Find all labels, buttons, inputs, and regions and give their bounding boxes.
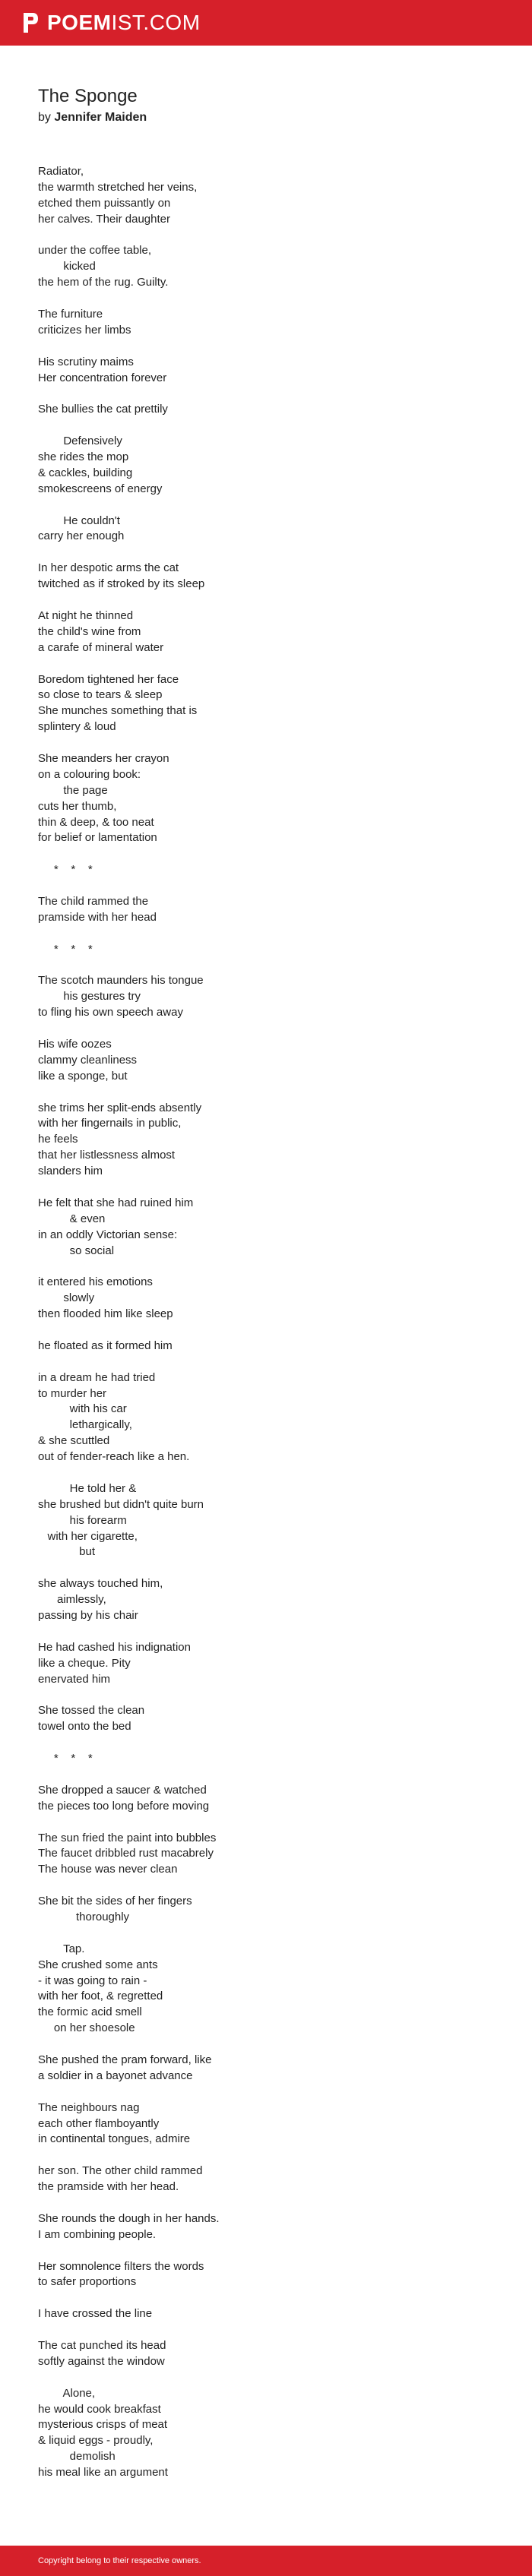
logo-wordmark xyxy=(47,11,201,35)
poem-title: The Sponge xyxy=(38,86,138,106)
poem-line: to fling his own speech away xyxy=(38,1006,183,1019)
poem-line: then flooded him like sleep xyxy=(38,1307,173,1321)
poem-line xyxy=(38,926,494,942)
poem-line: She rounds the dough in her hands. xyxy=(38,2211,220,2225)
poem-line: The furniture xyxy=(38,308,103,321)
poem-line: he feels xyxy=(38,1133,78,1146)
poem-line xyxy=(38,2370,494,2386)
logo-text-light: IST.COM xyxy=(111,11,201,34)
poem-line xyxy=(38,593,494,608)
author-name[interactable]: Jennifer Maiden xyxy=(54,111,147,124)
poem-line xyxy=(38,1465,494,1481)
poem-line: Defensively xyxy=(38,435,122,448)
poem-line: The house was never clean xyxy=(38,1863,178,1876)
poem-line: twitched as if stroked by its sleep xyxy=(38,577,205,591)
poem-line: the formic acid smell xyxy=(38,2005,142,2019)
poem-line: He had cashed his indignation xyxy=(38,1640,191,1654)
poem-line: her son. The other child rammed xyxy=(38,2164,203,2178)
poem-line xyxy=(38,878,494,894)
poem-line xyxy=(38,1815,494,1831)
poem-line: Tap. xyxy=(38,1942,85,1955)
poem-line xyxy=(38,498,494,514)
logo-text-bold: POEM xyxy=(47,11,112,34)
poem-line: he floated as it formed him xyxy=(38,1339,173,1352)
poem-line: in a dream he had tried xyxy=(38,1370,156,1384)
poem-line xyxy=(38,1560,494,1576)
poem-line xyxy=(38,2148,494,2164)
poem-line xyxy=(38,2085,494,2100)
poem-line: etched them puissantly on xyxy=(38,196,171,210)
poem-line: He couldn't xyxy=(38,514,120,527)
poem-line: splintery & loud xyxy=(38,720,116,734)
poem-line xyxy=(38,1878,494,1894)
poem-line: with her fingernails in public, xyxy=(38,1117,182,1130)
poem-line xyxy=(38,1624,494,1640)
poem-line: & she scuttled xyxy=(38,1434,110,1448)
poem-line: clammy cleanliness xyxy=(38,1053,138,1067)
poem-line: Boredom tightened her face xyxy=(38,672,179,686)
poem-line: to safer proportions xyxy=(38,2275,137,2289)
poem-line xyxy=(38,2037,494,2053)
poem-line: * * * xyxy=(38,863,93,877)
poem-line: carry her enough xyxy=(38,529,125,543)
poem-line xyxy=(38,2243,494,2259)
poem-line xyxy=(38,2290,494,2306)
poem-line: lethargically, xyxy=(38,1418,132,1432)
poem-line: He told her & xyxy=(38,1481,137,1495)
poem-line xyxy=(38,958,494,974)
poem-line: she brushed but didn't quite burn xyxy=(38,1497,204,1511)
poem-line: He felt that she had ruined him xyxy=(38,1196,194,1209)
poem-line: for belief or lamentation xyxy=(38,831,157,845)
poem-line: pramside with her head xyxy=(38,910,157,924)
site-header xyxy=(0,0,532,46)
poem-line: slanders him xyxy=(38,1165,103,1178)
poem-line xyxy=(38,1259,494,1275)
poem-line: - it was going to rain - xyxy=(38,1974,147,1987)
poem-line: his forearm xyxy=(38,1513,127,1527)
poem-line: with her foot, & regretted xyxy=(38,1990,163,2003)
poem-line: the pramside with her head. xyxy=(38,2180,179,2194)
poem-line: a carafe of mineral water xyxy=(38,640,164,654)
poem-line: in continental tongues, admire xyxy=(38,2132,191,2146)
poem-line: cuts her thumb, xyxy=(38,799,117,813)
poem-line: In her despotic arms the cat xyxy=(38,561,179,575)
poem-line: towel onto the bed xyxy=(38,1720,131,1734)
poem-line: The child rammed the xyxy=(38,894,149,908)
poem-line xyxy=(38,1688,494,1704)
poem-line: kicked xyxy=(38,260,96,273)
poem-line: & liquid eggs - proudly, xyxy=(38,2434,154,2448)
poem-line: demolish xyxy=(38,2450,116,2464)
poem-line xyxy=(38,1354,494,1370)
poem-line: & even xyxy=(38,1212,106,1225)
poem-line: like a cheque. Pity xyxy=(38,1656,131,1670)
poem-line: Radiator, xyxy=(38,165,84,178)
poem-line: I have crossed the line xyxy=(38,2307,153,2321)
poem-line: her calves. Their daughter xyxy=(38,212,170,226)
poem-line: The scotch maunders his tongue xyxy=(38,974,204,988)
poem-line: on a colouring book: xyxy=(38,767,141,781)
poem-line xyxy=(38,656,494,672)
poem-line: & cackles, building xyxy=(38,466,133,479)
poem-line: The neighbours nag xyxy=(38,2100,140,2114)
poem-line: but xyxy=(38,1545,96,1559)
poem-line: in an oddly Victorian sense: xyxy=(38,1228,178,1241)
poem-line xyxy=(38,1735,494,1751)
poem-line: each other flamboyantly xyxy=(38,2116,160,2130)
poem-line: out of fender-reach like a hen. xyxy=(38,1450,190,1464)
poem-line: Alone, xyxy=(38,2386,96,2400)
poem-line: the child's wine from xyxy=(38,624,141,638)
poem-line: His scrutiny maims xyxy=(38,355,134,368)
poem-line xyxy=(38,735,494,751)
poem-line: a soldier in a bayonet advance xyxy=(38,2069,193,2082)
poem-line: so social xyxy=(38,1244,115,1257)
poem-line xyxy=(38,418,494,434)
copyright-text: Copyright belong to their respective owners. xyxy=(38,2556,201,2565)
byline-prefix: by xyxy=(38,111,51,124)
poem-line: His wife oozes xyxy=(38,1037,112,1051)
poem-line xyxy=(38,1085,494,1101)
poem-line xyxy=(38,291,494,307)
poem-line xyxy=(38,2322,494,2338)
poem-line: The cat punched its head xyxy=(38,2339,166,2353)
poem-line: to murder her xyxy=(38,1386,107,1400)
poem-line: I am combining people. xyxy=(38,2227,157,2241)
poem-line: She crushed some ants xyxy=(38,1958,158,1971)
poem-line: At night he thinned xyxy=(38,608,134,622)
poem-line: his meal like an argument xyxy=(38,2466,168,2480)
poem-line: with her cigarette, xyxy=(38,1529,138,1543)
poem-line: The sun fried the paint into bubbles xyxy=(38,1831,217,1844)
poem-line: the pieces too long before moving xyxy=(38,1799,210,1813)
poem-line: his gestures try xyxy=(38,990,141,1004)
site-footer xyxy=(0,2546,532,2576)
poem-line: thoroughly xyxy=(38,1910,130,1923)
poem-line: that her listlessness almost xyxy=(38,1149,176,1162)
poem-line: under the coffee table, xyxy=(38,244,152,258)
poem-line: * * * xyxy=(38,1752,93,1765)
poem-line xyxy=(38,846,494,862)
poem-line: softly against the window xyxy=(38,2354,165,2368)
poem-line: with his car xyxy=(38,1402,127,1416)
poem-line: Her concentration forever xyxy=(38,371,167,384)
poem-line: like a sponge, but xyxy=(38,1069,128,1083)
byline xyxy=(38,109,494,126)
poem-line: smokescreens of energy xyxy=(38,482,163,495)
poem-line xyxy=(38,386,494,402)
poem-line xyxy=(38,228,494,244)
poem-line: She meanders her crayon xyxy=(38,751,169,765)
poem-line: the hem of the rug. Guilty. xyxy=(38,276,169,289)
poem-line xyxy=(38,1926,494,1942)
poem-line xyxy=(38,1767,494,1783)
poem-line: she rides the mop xyxy=(38,450,129,464)
poem-line xyxy=(38,1323,494,1339)
poem-line: she always touched him, xyxy=(38,1577,163,1591)
poem-line xyxy=(38,1021,494,1037)
poem-line: slowly xyxy=(38,1291,95,1305)
poem-line: She dropped a saucer & watched xyxy=(38,1783,207,1797)
poem-line: She tossed the clean xyxy=(38,1704,145,1718)
poem-line: passing by his chair xyxy=(38,1609,138,1623)
poem-line: * * * xyxy=(38,942,93,956)
poem-line: so close to tears & sleep xyxy=(38,688,163,702)
poem-line: enervated him xyxy=(38,1672,111,1686)
poem-body xyxy=(38,164,494,2481)
poem-line: thin & deep, & too neat xyxy=(38,815,154,829)
poem-line xyxy=(38,339,494,355)
poem-line: criticizes her limbs xyxy=(38,323,131,337)
poem-line: on her shoesole xyxy=(38,2021,135,2035)
poem-line: Her somnolence filters the words xyxy=(38,2259,204,2273)
poem-line: She munches something that is xyxy=(38,704,198,718)
poem-line: She pushed the pram forward, like xyxy=(38,2053,212,2066)
poem-line: she trims her split-ends absently xyxy=(38,1101,202,1114)
poem-line xyxy=(38,1180,494,1196)
poem-line: She bit the sides of her fingers xyxy=(38,1895,192,1908)
poem-line: aimlessly, xyxy=(38,1593,106,1607)
poem-line xyxy=(38,2195,494,2211)
poem-header xyxy=(38,85,494,126)
poem-line: he would cook breakfast xyxy=(38,2402,161,2416)
poem-line: She bullies the cat prettily xyxy=(38,403,168,416)
poem-line: mysterious crisps of meat xyxy=(38,2418,168,2432)
poem-line: the warmth stretched her veins, xyxy=(38,180,198,194)
poem-line: it entered his emotions xyxy=(38,1275,153,1289)
poemist-logo-icon xyxy=(21,11,40,34)
poem-line: the page xyxy=(38,783,108,797)
poem-line xyxy=(38,545,494,561)
site-logo[interactable] xyxy=(21,11,201,35)
poem-line: The faucet dribbled rust macabrely xyxy=(38,1847,214,1860)
